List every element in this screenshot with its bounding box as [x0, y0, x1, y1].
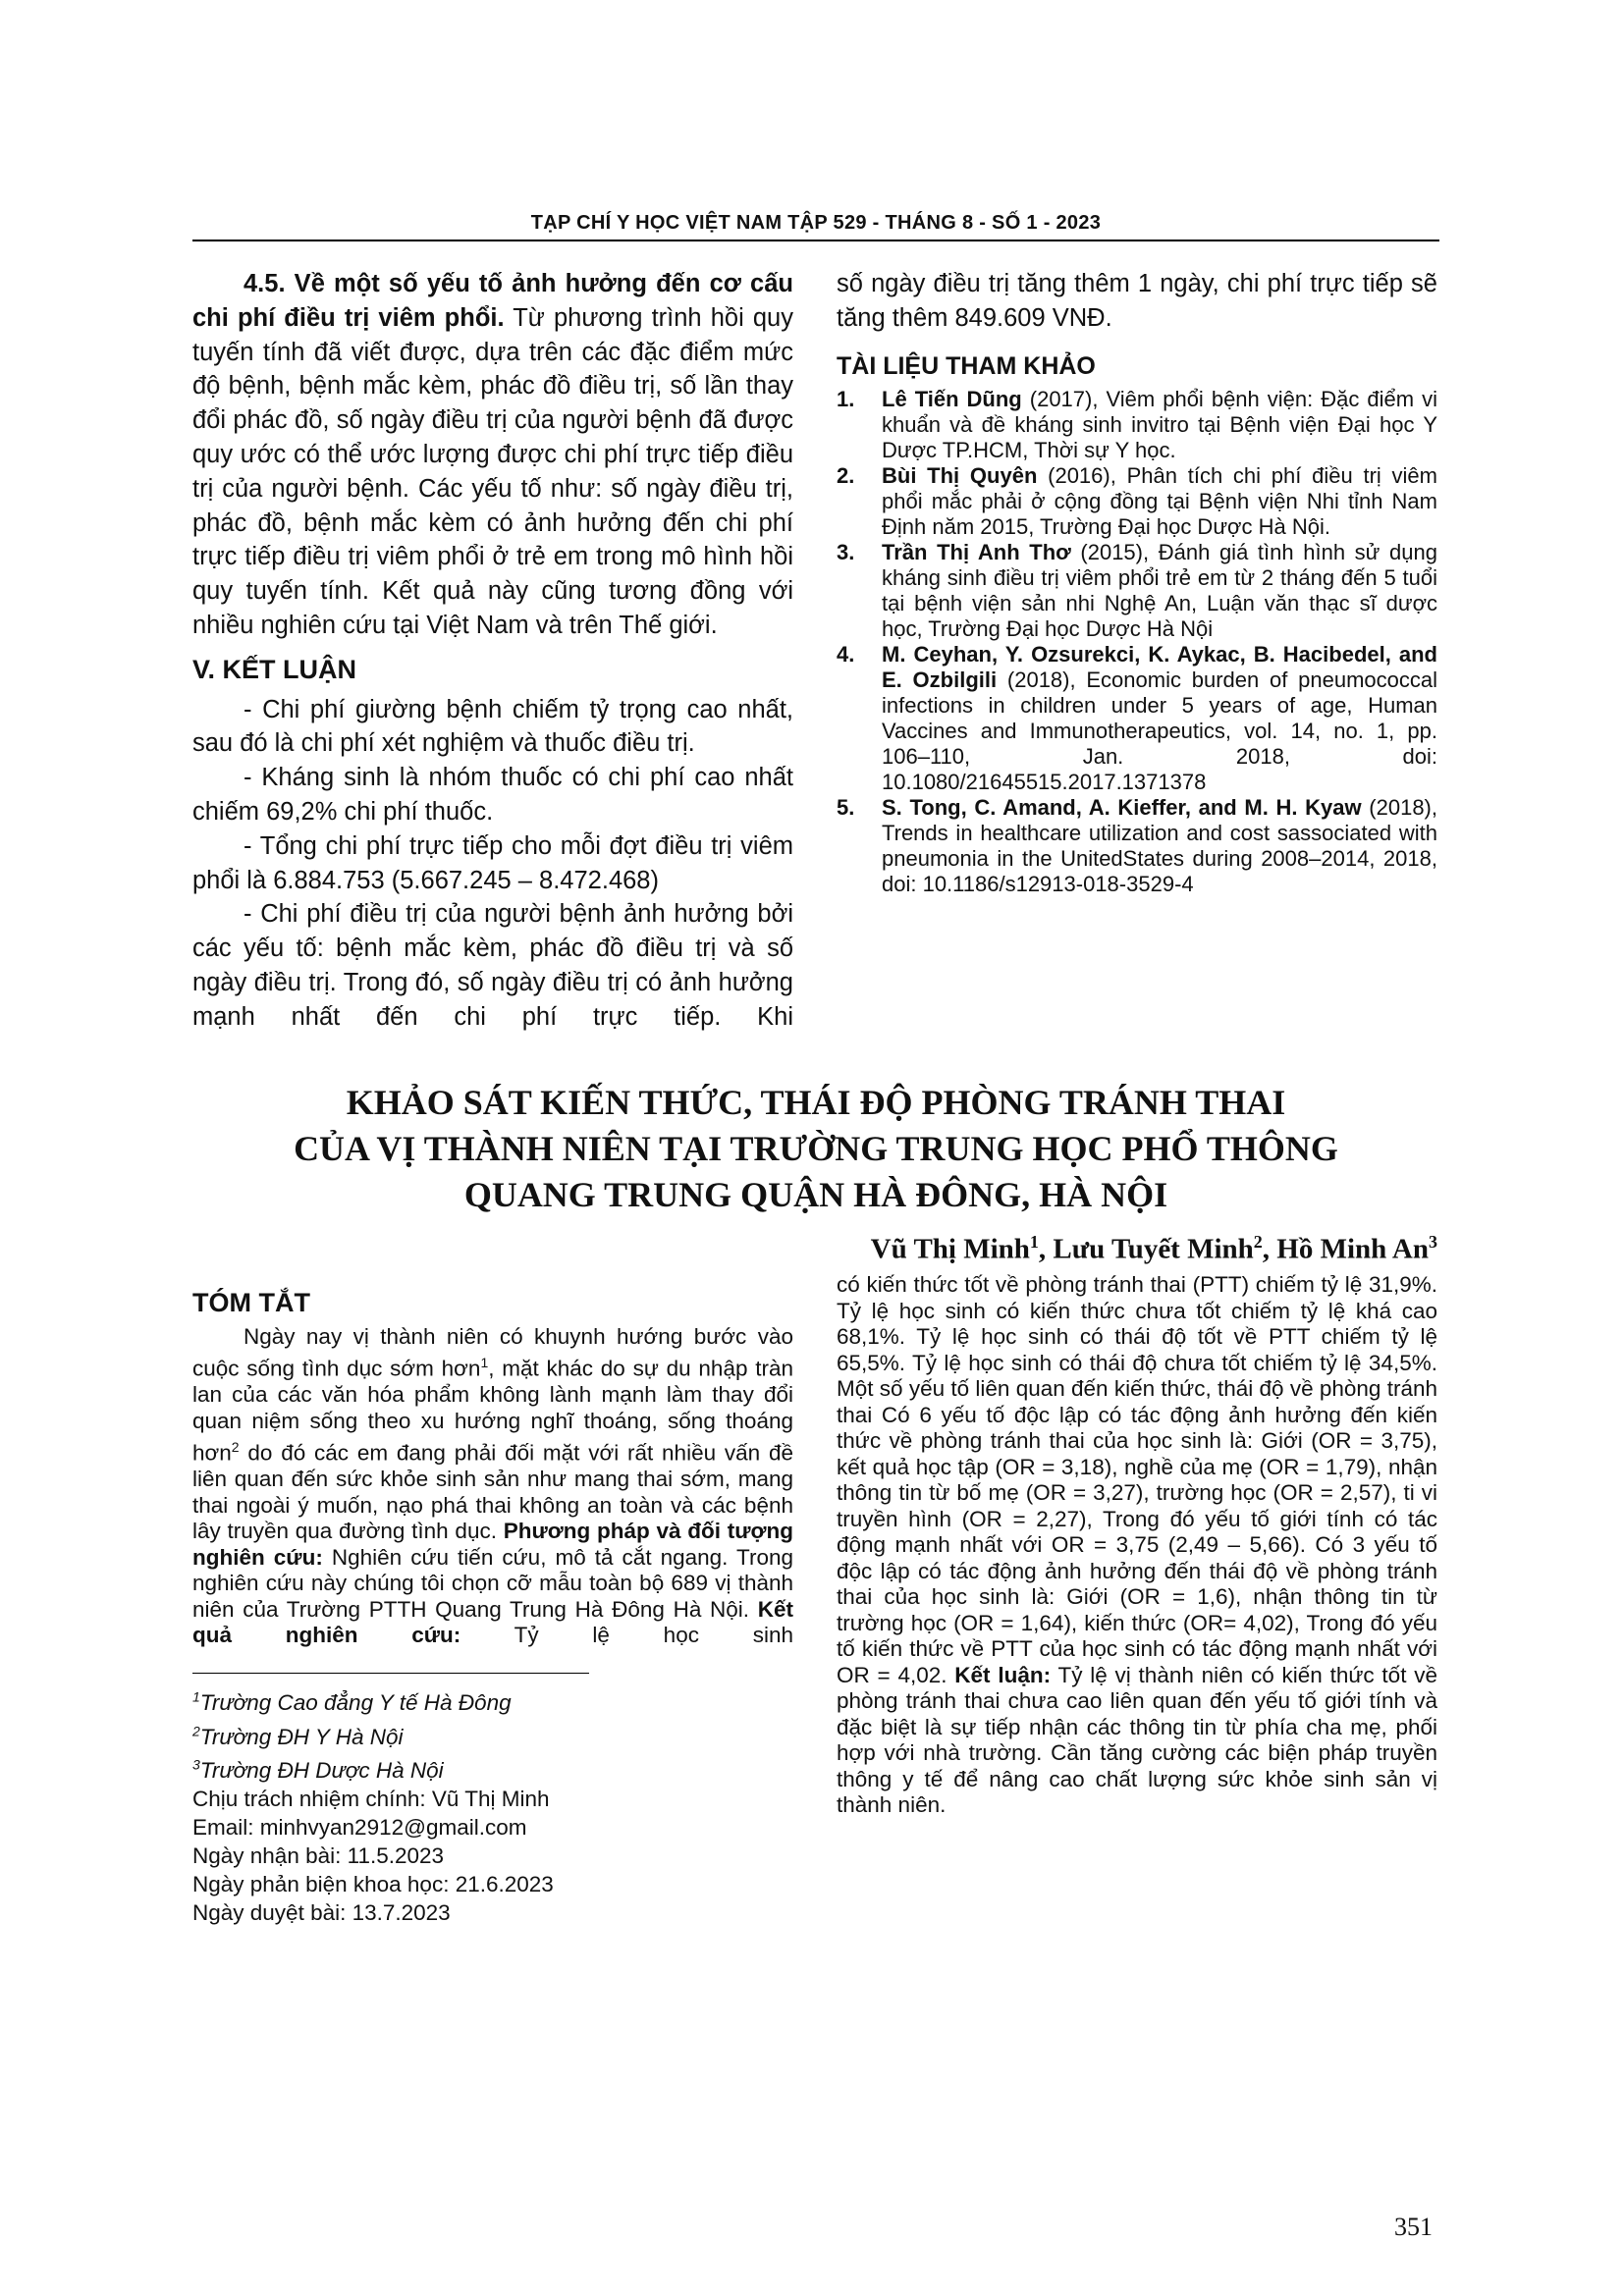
running-header: TẠP CHÍ Y HỌC VIỆT NAM TẬP 529 - THÁNG 8 - SỐ 1 - 2023 — [530, 212, 1102, 234]
corresponding-author: Chịu trách nhiệm chính: Vũ Thị Minh — [192, 1787, 550, 1811]
conclusion-point-1: - Chi phí giường bệnh chiếm tỷ trọng cao nhất, sau đó là chi phí xét nghiệm và thuốc điều trị. — [192, 695, 793, 758]
reference-number: 5. — [837, 795, 855, 821]
conclusion-point-2: - Kháng sinh là nhóm thuốc có chi phí cao nhất chiếm 69,2% chi phí thuốc. — [192, 764, 793, 826]
reference-item — [837, 642, 1437, 795]
section-4-5-paragraph — [192, 267, 793, 643]
affiliation-mark: 3 — [192, 1756, 200, 1773]
right-column-lower — [837, 1272, 1437, 1819]
reference-authors: Bùi Thị Quyên — [882, 463, 1038, 489]
abstract-heading: TÓM TẮT — [192, 1288, 310, 1317]
conclusion-heading: V. KẾT LUẬN — [192, 654, 357, 684]
reference-authors: S. Tong, C. Amand, A. Kieffer, and M. H. Kyaw — [882, 795, 1362, 821]
conclusion-label: Kết luận: — [954, 1662, 1052, 1687]
reference-number: 2. — [837, 463, 855, 489]
reference-text: (2018), Economic burden of pneumococcal infections in children under 5 years of age, Human Vaccines and Immunotherapeutics, vol. 14, no. 1, pp. 106–110, Jan. 2018, doi: 10.1080/21645515.2017.1371378 — [882, 667, 1438, 795]
accepted-date: Ngày duyệt bài: 13.7.2023 — [192, 1900, 451, 1925]
reference-text: (2017), Viêm phổi bệnh viện: Đặc điểm vi khuẩn và đề kháng sinh invitro tại Bệnh viện Đại học Y Dược TP.HCM, Thời sự Y học. — [882, 387, 1438, 463]
abstract-paragraph — [192, 1324, 793, 1649]
author-list: Vũ Thị Minh$^1$, Lưu Tuyết Minh$^2$, Hồ Minh An$^3$ — [870, 1232, 1437, 1265]
conclusion-point-3: - Tổng chi phí trực tiếp cho mỗi đợt điều trị viêm phổi là 6.884.753 (5.667.245 – 8.472.468) — [192, 831, 793, 894]
reference-text: (2018), Trends in healthcare utilization and cost sassociated with pneumonia in the UnitedStates during 2008–2014, 2018, doi: 10.1186/s12913-018-3529-4 — [882, 795, 1437, 897]
section-4-5-heading: 4.5. Về một số yếu tố ảnh hưởng đến cơ cấu chi phí điều trị viêm phổi. — [192, 270, 793, 332]
review-date: Ngày phản biện khoa học: 21.6.2023 — [192, 1872, 554, 1896]
reference-item — [837, 540, 1437, 642]
reference-item — [837, 463, 1437, 540]
reference-authors: M. Ceyhan, Y. Ozsurekci, K. Aykac, B. Hacibedel, and E. Ozbilgili — [882, 642, 1437, 693]
reference-number: 4. — [837, 642, 855, 667]
email: Email: minhvyan2912@gmail.com — [192, 1815, 527, 1840]
page-number: 351 — [1394, 2213, 1433, 2241]
footnote-rule — [192, 1673, 589, 1674]
abstract-text: do đó các em đang phải đối mặt với rất nhiều vấn đề liên quan đến sức khỏe sinh sản như mang thai sớm, mang thai ngoài ý muốn, nạo phá thai không an toàn và các bệnh lây truyền qua đường tình dục. — [192, 1440, 793, 1543]
right-column-upper — [837, 267, 1437, 897]
results-text: có kiến thức tốt về phòng tránh thai (PTT) chiếm tỷ lệ 31,9%. Tỷ lệ học sinh có kiến thức chưa tốt chiếm tỷ lệ khá cao 68,1%. Tỷ lệ học sinh có thái độ tốt về PTT chiếm tỷ lệ 65,5%. Tỷ lệ học sinh có thái độ chưa tốt chiếm tỷ lệ 34,5%. Một số yếu tố liên quan đến kiến thức, thái độ về phòng tránh thai Có 6 yếu tố độc lập có tác động ảnh hưởng đến kiến thức về phòng tránh thai của học sinh là: Giới (OR = 3,75), kết quả học tập (OR = 3,18), nghề của mẹ (OR = 1,79), nhận thông tin từ bố mẹ (OR = 3,27), trường học (OR = 2,57), ti vi truyền hình (OR = 2,27), Trong đó yếu tố giới tính có tác động mạnh nhất với OR = 3,75 (2,49 – 5,66). Có 3 yếu tố độc lập có tác động ảnh hưởng đến thái độ về phòng tránh thai của học sinh là: Giới (OR = 1,6), nhận thông tin từ trường học (OR = 1,64), kiến thức (OR= 4,02), Trong đó yếu tố kiến thức về PTT của học sinh có tác động mạnh nhất với OR = 4,02. — [837, 1272, 1437, 1687]
references-heading: TÀI LIỆU THAM KHẢO — [837, 351, 1096, 380]
conclusion-continuation: số ngày điều trị tăng thêm 1 ngày, chi phí trực tiếp sẽ tăng thêm 849.609 VNĐ. — [837, 270, 1437, 332]
section-4-5-body: Từ phương trình hồi quy tuyến tính đã viết được, dựa trên các đặc điểm mức độ bệnh, bệnh mắc kèm, phác đồ điều trị, số lần thay đổi phác đồ, số ngày điều trị của người bệnh đã được quy ước có thể ước lượng được chi phí trực tiếp điều trị của người bệnh. Các yếu tố như: số ngày điều trị, phác đồ, bệnh mắc kèm có ảnh hưởng đến chi phí trực tiếp điều trị viêm phổi ở trẻ em trong mô hình hồi quy tuyến tính. Kết quả này cũng tương đồng với nhiều nghiên cứu tại Việt Nam và trên Thế giới. — [192, 303, 793, 639]
reference-list — [837, 387, 1437, 897]
abstract-text: Ngày nay vị thành niên có khuynh hướng bước vào cuộc sống tình dục sớm hơn — [192, 1323, 793, 1381]
author-affiliation-mark: 3 — [1429, 1232, 1437, 1252]
header-rule — [192, 240, 1439, 241]
reference-authors: Trần Thị Anh Thơ — [882, 540, 1071, 565]
author-affiliation-mark: 2 — [1253, 1232, 1263, 1252]
methods-text: Nghiên cứu tiến cứu, mô tả cắt ngang. Trong nghiên cứu này chúng tôi chọn cỡ mẫu toàn bộ 689 vị thành niên của Trường PTTH Quang Trung Hà Đông Hà Nội. — [192, 1544, 793, 1622]
reference-text: (2015), Đánh giá tình hình sử dụng kháng sinh điều trị viêm phổi trẻ em từ 2 tháng đến 5 tuổi tại bệnh viện sản nhi Nghệ An, Luận văn thạc sĩ dược học, Trường Đại học Dược Hà Nội — [882, 540, 1437, 642]
affiliation-text: Trường ĐH Dược Hà Nội — [199, 1758, 444, 1783]
author-name: Lưu Tuyết Minh — [1053, 1233, 1254, 1265]
conclusion-point-4: - Chi phí điều trị của người bệnh ảnh hưởng bởi các yếu tố: bệnh mắc kèm, phác đồ điều trị và số ngày điều trị. Trong đó, số ngày điều trị có ảnh hưởng mạnh nhất đến chi phí trực tiếp. Khi — [192, 900, 793, 1031]
affiliation-mark: 2 — [192, 1723, 200, 1738]
article-title-line: QUANG TRUNG QUẬN HÀ ĐÔNG, HÀ NỘI — [463, 1175, 1168, 1214]
citation-mark: 1 — [480, 1355, 489, 1370]
results-text: Tỷ lệ học sinh — [460, 1623, 793, 1647]
reference-text: (2016), Phân tích chi phí điều trị viêm phổi mắc phải ở cộng đồng tại Bệnh viện Nhi tỉnh Nam Định năm 2015, Trường Đại học Dược Hà Nội. — [882, 463, 1437, 540]
reference-number: 1. — [837, 387, 855, 412]
reference-item — [837, 387, 1437, 463]
author-name: Hồ Minh An — [1276, 1233, 1429, 1265]
affiliation-text: Trường Cao đẳng Y tế Hà Đông — [199, 1690, 512, 1715]
affiliation-mark: 1 — [192, 1688, 200, 1705]
abstract-continuation — [837, 1272, 1437, 1819]
abstract-text: , mặt khác do sự du nhập tràn lan của các văn hóa phẩm không lành mạnh làm thay đổi quan niệm sống theo xu hướng nghĩ thoáng, sống thoáng hơn — [192, 1356, 793, 1466]
left-column-upper — [192, 267, 793, 1035]
article-title-line: KHẢO SÁT KIẾN THỨC, THÁI ĐỘ PHÒNG TRÁNH THAI — [346, 1083, 1286, 1122]
reference-item — [837, 795, 1437, 897]
received-date: Ngày nhận bài: 11.5.2023 — [192, 1843, 445, 1868]
conclusion-text: Tỷ lệ vị thành niên có kiến thức tốt về phòng tránh thai chưa cao liên quan đến yếu tố giới tính và đặc biệt là sự tiếp nhận các thông tin từ phía cha mẹ, phối hợp với nhà trường. Cần tăng cường các biện pháp truyền thông y tế để nâng cao chất lượng sức khỏe sinh sản vị thành niên. — [837, 1662, 1437, 1817]
affiliation-2 — [192, 1717, 793, 1751]
left-column-lower — [192, 1290, 793, 1927]
article-title-line: CỦA VỊ THÀNH NIÊN TẠI TRƯỜNG TRUNG HỌC PHỔ THÔNG — [294, 1129, 1338, 1168]
citation-mark: 2 — [231, 1439, 240, 1455]
article-title — [192, 1080, 1439, 1218]
affiliation-text: Trường ĐH Y Hà Nội — [199, 1724, 404, 1749]
author-name: Vũ Thị Minh — [870, 1233, 1030, 1265]
affiliation-1 — [192, 1683, 793, 1718]
methods-label: Phương pháp và đối tượng nghiên cứu: — [192, 1519, 793, 1570]
author-affiliation-mark: 1 — [1029, 1232, 1039, 1252]
reference-authors: Lê Tiến Dũng — [882, 387, 1022, 412]
results-label: Kết quả nghiên cứu: — [192, 1596, 793, 1647]
reference-number: 3. — [837, 540, 855, 565]
affiliation-3 — [192, 1751, 793, 1786]
